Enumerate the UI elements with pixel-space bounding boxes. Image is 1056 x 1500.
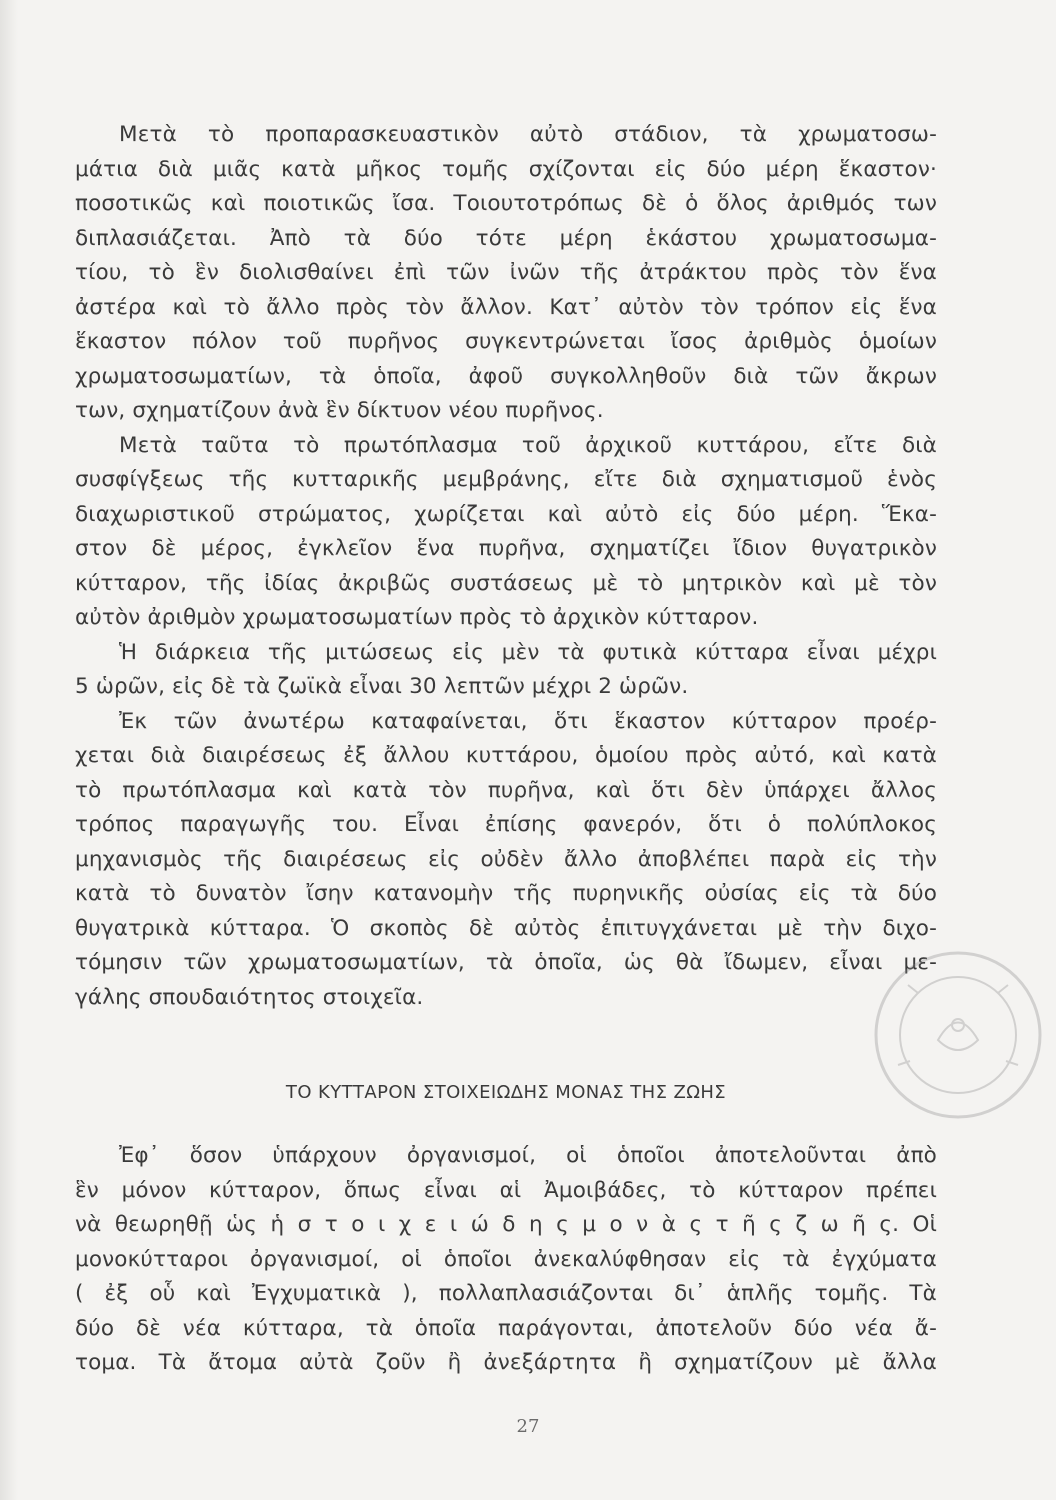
text-line: ( ἐξ οὗ καὶ Ἐγχυματικὰ ), πολλαπλασιάζονται δι᾽ ἁπλῆς τομῆς. Τὰ [75,1281,937,1306]
text-line: ποσοτικῶς καὶ ποιοτικῶς ἴσα. Τοιουτοτρόπως δὲ ὁ ὅλος ἀριθμός των [75,191,937,216]
text-line: ἕκαστον πόλον τοῦ πυρῆνος συγκεντρώνεται ἴσος ἀριθμὸς ὁμοίων [75,329,937,354]
text-line: γάλης σπουδαιότητος στοιχεῖα. [75,984,424,1010]
text-line: ἀστέρα καὶ τὸ ἄλλο πρὸς τὸν ἄλλον. Κατ᾽ αὐτὸν τὸν τρόπον εἰς ἕνα [75,294,937,320]
text-line: Μετὰ ταῦτα τὸ πρωτόπλασμα τοῦ ἀρχικοῦ κυττάρου, εἴτε διὰ [119,432,937,458]
text-line: χρωματοσωματίων, τὰ ὁποῖα, ἀφοῦ συγκολληθοῦν διὰ τῶν ἄκρων [75,363,937,389]
text-line: θυγατρικὰ κύτταρα. Ὁ σκοπὸς δὲ αὐτὸς ἐπιτυγχάνεται μὲ τὴν διχο- [75,915,937,941]
text-line: μάτια διὰ μιᾶς κατὰ μῆκος τομῆς σχίζονται εἰς δύο μέρη ἕκαστον· [75,156,937,182]
section-heading: ΤΟ ΚΥΤΤΑΡΟΝ ΣΤΟΙΧΕΙΩΔΗΣ ΜΟΝΑΣ ΤΗΣ ΖΩΗΣ [285,1082,727,1103]
section-heading-wrap [75,1078,937,1108]
text-line: τρόπος παραγωγῆς του. Εἶναι ἐπίσης φανερόν, ὅτι ὁ πολύπλοκος [75,812,937,837]
page-number: 27 [516,1416,540,1437]
text-line: τὸ πρωτόπλασμα καὶ κατὰ τὸν πυρῆνα, καὶ ὅτι δὲν ὑπάρχει ἄλλος [75,777,937,803]
text-line: ἓν μόνον κύτταρον, ὅπως εἶναι αἱ Ἀμοιβάδες, τὸ κύτταρον πρέπει [75,1177,937,1203]
text-line: διπλασιάζεται. Ἀπὸ τὰ δύο τότε μέρη ἑκάστου χρωματοσωμα- [75,225,937,251]
body-text-lower [75,1139,937,1381]
text-line: τόμησιν τῶν χρωματοσωματίων, τὰ ὁποῖα, ὡς θὰ ἴδωμεν, εἶναι με- [75,950,937,975]
text-line: τίου, τὸ ἓν διολισθαίνει ἐπὶ τῶν ἰνῶν τῆς ἀτράκτου πρὸς τὸν ἕνα [75,260,937,285]
page-gutter-shadow [0,0,18,1500]
text-line: 5 ὡρῶν, εἰς δὲ τὰ ζωϊκὰ εἶναι 30 λεπτῶν μέχρι 2 ὡρῶν. [75,674,689,699]
text-line: κύτταρον, τῆς ἰδίας ἀκριβῶς συστάσεως μὲ τὸ μητρικὸν καὶ μὲ τὸν [75,570,937,596]
text-line: χεται διὰ διαιρέσεως ἐξ ἄλλου κυττάρου, ὁμοίου πρὸς αὐτό, καὶ κατὰ [75,743,937,768]
text-line: συσφίγξεως τῆς κυτταρικῆς μεμβράνης, εἴτε διὰ σχηματισμοῦ ἑνὸς [75,467,937,492]
text-line: μονοκύτταροι ὀργανισμοί, οἱ ὁποῖοι ἀνεκαλύφθησαν εἰς τὰ ἐγχύματα [75,1246,937,1272]
text-line: δύο δὲ νέα κύτταρα, τὰ ὁποῖα παράγονται, ἀποτελοῦν δύο νέα ἄ- [75,1315,937,1341]
text-line: Ἐφ᾽ ὅσον ὑπάρχουν ὀργανισμοί, οἱ ὁποῖοι ἀποτελοῦνται ἀπὸ [119,1143,937,1168]
text-line: νὰ θεωρηθῇ ὡς ἡ σ τ ο ι χ ε ι ώ δ η ς μ ο ν ὰ ς τ ῆ ς ζ ω ῆ ς. Οἱ [75,1212,937,1237]
text-line: διαχωριστικοῦ στρώματος, χωρίζεται καὶ αὐτὸ εἰς δύο μέρη. Ἕκα- [75,501,937,527]
text-line: στον δὲ μέρος, ἐγκλεῖον ἕνα πυρῆνα, σχηματίζει ἴδιον θυγατρικὸν [75,536,937,561]
text-line: κατὰ τὸ δυνατὸν ἴσην κατανομὴν τῆς πυρηνικῆς οὐσίας εἰς τὰ δύο [75,881,937,906]
text-line: Ἡ διάρκεια τῆς μιτώσεως εἰς μὲν τὰ φυτικὰ κύτταρα εἶναι μέχρι [119,639,937,665]
library-stamp-icon [868,945,1048,1125]
text-line: Μετὰ τὸ προπαρασκευαστικὸν αὐτὸ στάδιον, τὰ χρωματοσω- [119,122,937,147]
text-line: των, σχηματίζουν ἀνὰ ἓν δίκτυον νέου πυρῆνος. [75,398,604,423]
text-line: Ἐκ τῶν ἀνωτέρω καταφαίνεται, ὅτι ἕκαστον κύτταρον προέρ- [119,708,937,734]
text-line: αὐτὸν ἀριθμὸν χρωματοσωματίων πρὸς τὸ ἀρχικὸν κύτταρον. [75,605,759,630]
text-line: μηχανισμὸς τῆς διαιρέσεως εἰς οὐδὲν ἄλλο ἀποβλέπει παρὰ εἰς τὴν [75,846,937,872]
body-text-upper [75,118,937,1015]
text-line: τομα. Τὰ ἄτομα αὐτὰ ζοῦν ἢ ἀνεξάρτητα ἢ σχηματίζουν μὲ ἄλλα [75,1350,937,1375]
